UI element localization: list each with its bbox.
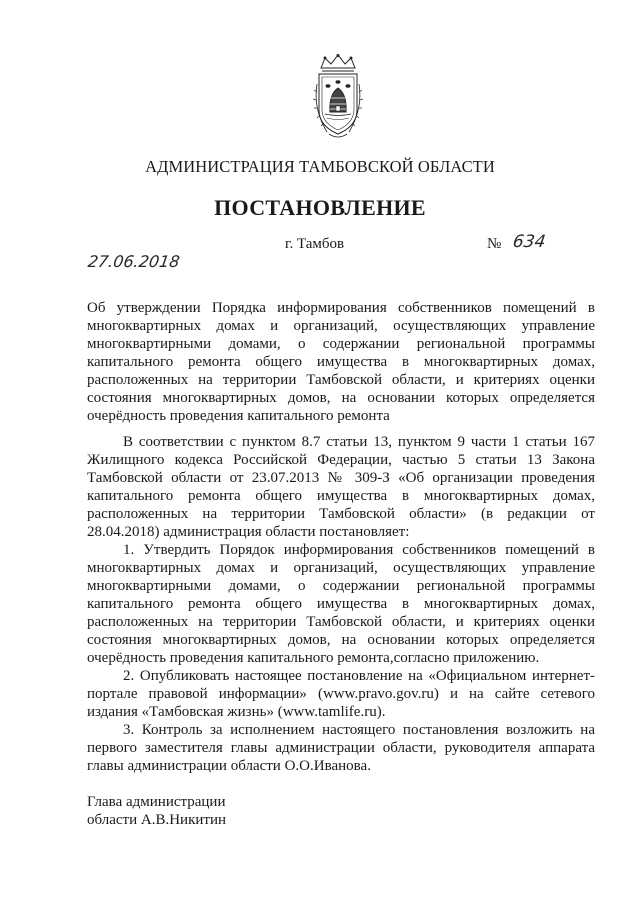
handwritten-document-number: 634: [511, 232, 547, 252]
tambov-oblast-coat-of-arms-icon: [313, 54, 363, 142]
document-body: [87, 433, 595, 775]
organization-title: АДМИНИСТРАЦИЯ ТАМБОВСКОЙ ОБЛАСТИ: [145, 157, 495, 176]
number-label: №: [487, 236, 502, 252]
preamble-paragraph: В соответствии с пунктом 8.7 статьи 13, пунктом 9 части 1 статьи 167 Жилищного кодекса Российской Федерации, частью 5 статьи 13 Закона Тамбовской области от 23.07.2013 № 309-З «Об организации проведения капитального ремонта общего имущества в многоквартирных домах, расположенных на территории Тамбовской области» (в редакции от 28.04.2018) администрация области постановляет:: [87, 434, 595, 540]
resolution-item-2: 2. Опубликовать настоящее постановление на «Официальном интернет-портале правовой информации» (www.pravo.gov.ru) и на сайте сетевого издания «Тамбовская жизнь» (www.tamlife.ru).: [87, 668, 595, 720]
signature-title: Глава администрации: [87, 794, 226, 810]
signature-name: области А.В.Никитин: [87, 812, 227, 828]
signature-block: [87, 793, 226, 829]
resolution-item-3: 3. Контроль за исполнением настоящего постановления возложить на первого заместителя главы администрации области, руководителя аппарата главы администрации области О.О.Иванова.: [87, 722, 595, 774]
document-type-title: ПОСТАНОВЛЕНИЕ: [214, 195, 426, 220]
handwritten-date: 27.06.2018: [86, 252, 181, 271]
city-label: г. Тамбов: [285, 236, 345, 252]
document-subject: Об утверждении Порядка информирования собственников помещений в многоквартирных домах и организаций, осуществляющих управление многоквартирными домами, о содержании региональной программы капитального ремонта общего имущества в многоквартирных домах, расположенных на территории Тамбовской области, и критериях оценки состояния многоквартирных домов, на основании которых определяется очерёдность проведения капитального ремонта: [87, 300, 595, 424]
resolution-item-1: 1. Утвердить Порядок информирования собственников помещений в многоквартирных домах и организаций, осуществляющих управление многоквартирными домами, о содержании региональной программы капитального ремонта общего имущества в многоквартирных домах, расположенных на территории Тамбовской области, и критериях оценки состояния многоквартирных домов, на основании которых определяется очерёдность проведения капитального ремонта,согласно приложению.: [87, 542, 595, 666]
